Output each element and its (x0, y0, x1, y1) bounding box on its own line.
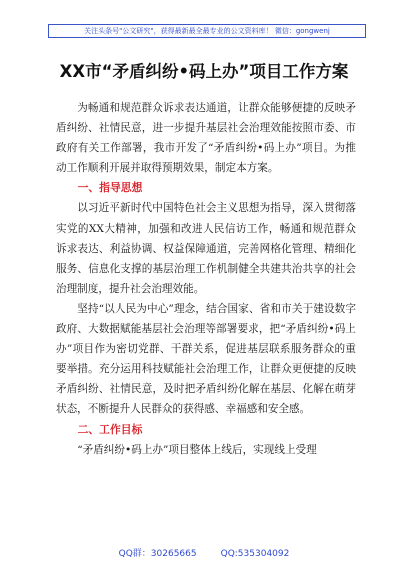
qq-group-text: QQ群：30265665 (118, 549, 197, 559)
promo-banner (48, 24, 366, 38)
guiding-ideology-paragraph-1: 以习近平新时代中国特色社会主义思想为指导，深入贯彻落实党的XX大精神，加强和改进人民信访工作，畅通和规范群众诉求表达、利益协调、权益保障通道，完善网格化管理、精细化服务、信息化支撑的基层治理工作机制健全共建共治共享的社会治理制度，提升社会治理效能。 (56, 202, 356, 295)
document-title: XX市“矛盾纠纷•码上办”项目工作方案 (59, 62, 349, 81)
qq-number-text: QQ:535304092 (220, 549, 290, 559)
contact-footer (0, 548, 408, 560)
intro-paragraph: 为畅通和规范群众诉求表达通道，让群众能够便捷的反映矛盾纠纷、社情民意，进一步提升基层社会治理效能按照市委、市政府有关工作部署，我市开发了“矛盾纠纷•码上办”项目。为推动工作顺利开展并取得预期效果，制定本方案。 (56, 102, 356, 175)
document-body (56, 98, 356, 460)
work-goals-paragraph-1: “矛盾纠纷•码上办”项目整体上线后，实现线上受理 (77, 443, 317, 456)
promo-banner-text: 关注头条号"公文研究"，获得最新最全最专业的公文资料库！ 微信：gongwenj (84, 27, 330, 35)
section-heading-guiding-ideology: 一、指导思想 (77, 181, 143, 195)
section-heading-work-goals: 二、工作目标 (77, 422, 143, 436)
guiding-ideology-paragraph-2: 坚持“以人民为中心”理念，结合国家、省和市关于建设数字政府、大数据赋能基层社会治理等部署要求，把“矛盾纠纷•码上办”项目作为密切党群、干群关系，促进基层联系服务群众的重要举措。充分运用科技赋能社会治理工作，让群众更便捷的反映矛盾纠纷、社情民意，及时把矛盾纠纷化解在基层、化解在萌芽状态，不断提升人民群众的获得感、幸福感和安全感。 (56, 302, 356, 416)
